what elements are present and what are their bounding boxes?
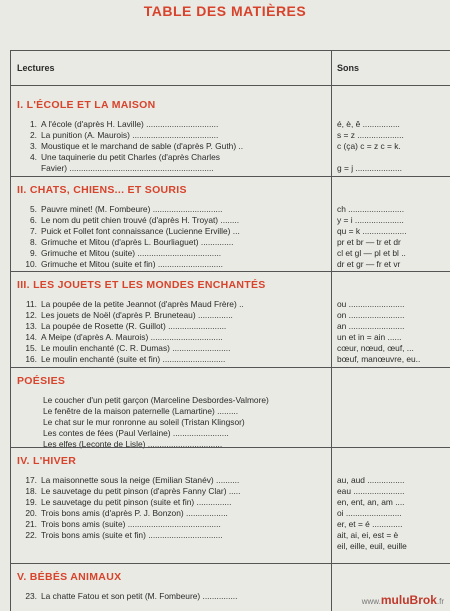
sound-entry: en, ent, an, am .... bbox=[337, 497, 405, 507]
row-number: 17. bbox=[25, 475, 37, 485]
reading-title: Puick et Follet font connaissance (Lucienne Erville) ... bbox=[41, 226, 240, 236]
reading-title: La poupée de Rosette (R. Guillot) ......................... bbox=[41, 321, 227, 331]
sound-entry: oi ........................ bbox=[337, 508, 402, 518]
table-row bbox=[11, 248, 450, 259]
reading-title: Trois bons amis (d'après P. J. Bonzon) .................. bbox=[41, 508, 228, 518]
section-divider bbox=[11, 176, 450, 177]
row-number: 19. bbox=[25, 497, 37, 507]
reading-title: A l'école (d'après H. Laville) ............................... bbox=[41, 119, 219, 129]
reading-title: A Meipe (d'après A. Maurois) ............................... bbox=[41, 332, 223, 342]
table-row bbox=[11, 497, 450, 508]
sound-entry: qu = k ................... bbox=[337, 226, 407, 236]
row-number: 15. bbox=[25, 343, 37, 353]
row-number: 9. bbox=[30, 248, 37, 258]
row-number: 16. bbox=[25, 354, 37, 364]
reading-title: Favier) .............................................................. bbox=[41, 163, 214, 173]
table-row bbox=[11, 519, 450, 530]
reading-title: Le moulin enchanté (suite et fin) ........................... bbox=[41, 354, 226, 364]
table-row bbox=[11, 439, 450, 450]
sound-entry: on ........................ bbox=[337, 310, 405, 320]
reading-title: Moustique et le marchand de sable (d'après P. Guth) .. bbox=[41, 141, 244, 151]
table-row bbox=[11, 406, 450, 417]
row-number: 7. bbox=[30, 226, 37, 236]
sound-entry: s = z .................... bbox=[337, 130, 404, 140]
sound-entry: ait, ai, ei, est = è bbox=[337, 530, 399, 540]
reading-title: Les elfes (Leconte de Lisle) ................................ bbox=[43, 439, 223, 449]
sound-entry: er, et = é ............. bbox=[337, 519, 403, 529]
reading-title: Le nom du petit chien trouvé (d'après H. Troyat) ........ bbox=[41, 215, 240, 225]
section-title: III. LES JOUETS ET LES MONDES ENCHANTÉS bbox=[17, 279, 266, 291]
row-number: 2. bbox=[30, 130, 37, 140]
table-row bbox=[11, 354, 450, 365]
table-row bbox=[11, 475, 450, 486]
table-row bbox=[11, 395, 450, 406]
sound-entry: bœuf, manœuvre, eu.. bbox=[337, 354, 421, 364]
table-row bbox=[11, 486, 450, 497]
sound-entry: dr et gr — fr et vr bbox=[337, 259, 401, 269]
row-number: 13. bbox=[25, 321, 37, 331]
table-row bbox=[11, 310, 450, 321]
table-row bbox=[11, 119, 450, 130]
section-title: II. CHATS, CHIENS... ET SOURIS bbox=[17, 184, 187, 196]
row-number: 23. bbox=[25, 591, 37, 601]
reading-title: Une taquinerie du petit Charles (d'après Charles bbox=[41, 152, 220, 162]
row-number: 10. bbox=[25, 259, 37, 269]
header-divider bbox=[11, 85, 450, 86]
section-title: V. BÉBÉS ANIMAUX bbox=[17, 571, 122, 583]
reading-title: Grimuche et Mitou (suite et fin) ............................ bbox=[41, 259, 223, 269]
row-number: 14. bbox=[25, 332, 37, 342]
table-row bbox=[11, 152, 450, 163]
reading-title: La chatte Fatou et son petit (M. Fombeure) ............... bbox=[41, 591, 238, 601]
table-row bbox=[11, 141, 450, 152]
reading-title: Grimuche et Mitou (d'après L. Bourliaguet) .............. bbox=[41, 237, 234, 247]
row-number: 21. bbox=[25, 519, 37, 529]
reading-title: Le moulin enchanté (C. R. Dumas) ......................... bbox=[41, 343, 231, 353]
sound-entry: ch ........................ bbox=[337, 204, 405, 214]
reading-title: La maisonnette sous la neige (Emilian Stanév) .......... bbox=[41, 475, 240, 485]
sons-header: Sons bbox=[337, 63, 360, 73]
sound-entry: un et in = ain ...... bbox=[337, 332, 402, 342]
sound-entry: é, è, ê ................ bbox=[337, 119, 400, 129]
reading-title: Pauvre minet! (M. Fombeure) .............................. bbox=[41, 204, 223, 214]
table-row bbox=[11, 428, 450, 439]
reading-title: Le coucher d'un petit garçon (Marceline Desbordes-Valmore) bbox=[43, 395, 269, 405]
sound-entry: ou ........................ bbox=[337, 299, 405, 309]
reading-title: Le sauvetage du petit pinson (d'après Fanny Clar) ..... bbox=[41, 486, 241, 496]
section-title: I. L'ÉCOLE ET LA MAISON bbox=[17, 99, 156, 111]
table-row bbox=[11, 530, 450, 541]
reading-title: Les jouets de Noël (d'après P. Bruneteau) ............... bbox=[41, 310, 233, 320]
row-number: 18. bbox=[25, 486, 37, 496]
row-number: 4. bbox=[30, 152, 37, 162]
section-title: IV. L'HIVER bbox=[17, 455, 77, 467]
sound-entry: au, aud ................ bbox=[337, 475, 405, 485]
reading-title: Les contes de fées (Paul Verlaine) ........................ bbox=[43, 428, 229, 438]
table-row bbox=[11, 204, 450, 215]
section-title: POÉSIES bbox=[17, 375, 66, 387]
row-number: 11. bbox=[25, 299, 37, 309]
table-row bbox=[11, 163, 450, 174]
row-number: 3. bbox=[30, 141, 37, 151]
contents-table bbox=[10, 50, 450, 611]
sound-entry: cœur, nœud, œuf, ... bbox=[337, 343, 414, 353]
sound-entry: pr et br — tr et dr bbox=[337, 237, 401, 247]
table-row bbox=[11, 226, 450, 237]
reading-title: La poupée de la petite Jeannot (d'après Maud Frère) .. bbox=[41, 299, 244, 309]
sound-entry: eil, eille, euil, euille bbox=[337, 541, 407, 551]
table-row bbox=[11, 237, 450, 248]
reading-title: Le chat sur le mur ronronne au soleil (Tristan Klingsor) bbox=[43, 417, 245, 427]
row-number: 6. bbox=[30, 215, 37, 225]
section-divider bbox=[11, 447, 450, 448]
table-row bbox=[11, 259, 450, 270]
reading-title: La punition (A. Maurois) ..................................... bbox=[41, 130, 219, 140]
table-row bbox=[11, 215, 450, 226]
watermark: www.muluBrok.fr bbox=[361, 593, 444, 607]
table-row bbox=[11, 417, 450, 428]
sound-entry: c (ça) c = z c = k. bbox=[337, 141, 401, 151]
reading-title: Grimuche et Mitou (suite) .................................... bbox=[41, 248, 222, 258]
row-number: 12. bbox=[25, 310, 37, 320]
row-number: 1. bbox=[30, 119, 37, 129]
table-row bbox=[11, 321, 450, 332]
section-divider bbox=[11, 367, 450, 368]
sound-entry: cl et gl — pl et bl .. bbox=[337, 248, 406, 258]
section-divider bbox=[11, 271, 450, 272]
row-number: 22. bbox=[25, 530, 37, 540]
table-row bbox=[11, 343, 450, 354]
sound-entry: g = j .................... bbox=[337, 163, 402, 173]
lectures-header: Lectures bbox=[17, 63, 55, 73]
reading-title: Le fenêtre de la maison paternelle (Lamartine) ......... bbox=[43, 406, 239, 416]
sound-entry: an ........................ bbox=[337, 321, 405, 331]
table-row bbox=[11, 130, 450, 141]
table-row bbox=[11, 508, 450, 519]
page-title: TABLE DES MATIÈRES bbox=[143, 3, 307, 19]
row-number: 8. bbox=[30, 237, 37, 247]
table-row bbox=[11, 332, 450, 343]
reading-title: Trois bons amis (suite et fin) ................................ bbox=[41, 530, 223, 540]
table-row bbox=[11, 299, 450, 310]
row-number: 5. bbox=[30, 204, 37, 214]
row-number: 20. bbox=[25, 508, 37, 518]
sound-entry: eau ...................... bbox=[337, 486, 405, 496]
reading-title: Trois bons amis (suite) ........................................ bbox=[41, 519, 221, 529]
section-divider bbox=[11, 563, 450, 564]
table-row bbox=[11, 541, 450, 552]
reading-title: Le sauvetage du petit pinson (suite et fin) ............... bbox=[41, 497, 232, 507]
sound-entry: y = i ..................... bbox=[337, 215, 404, 225]
